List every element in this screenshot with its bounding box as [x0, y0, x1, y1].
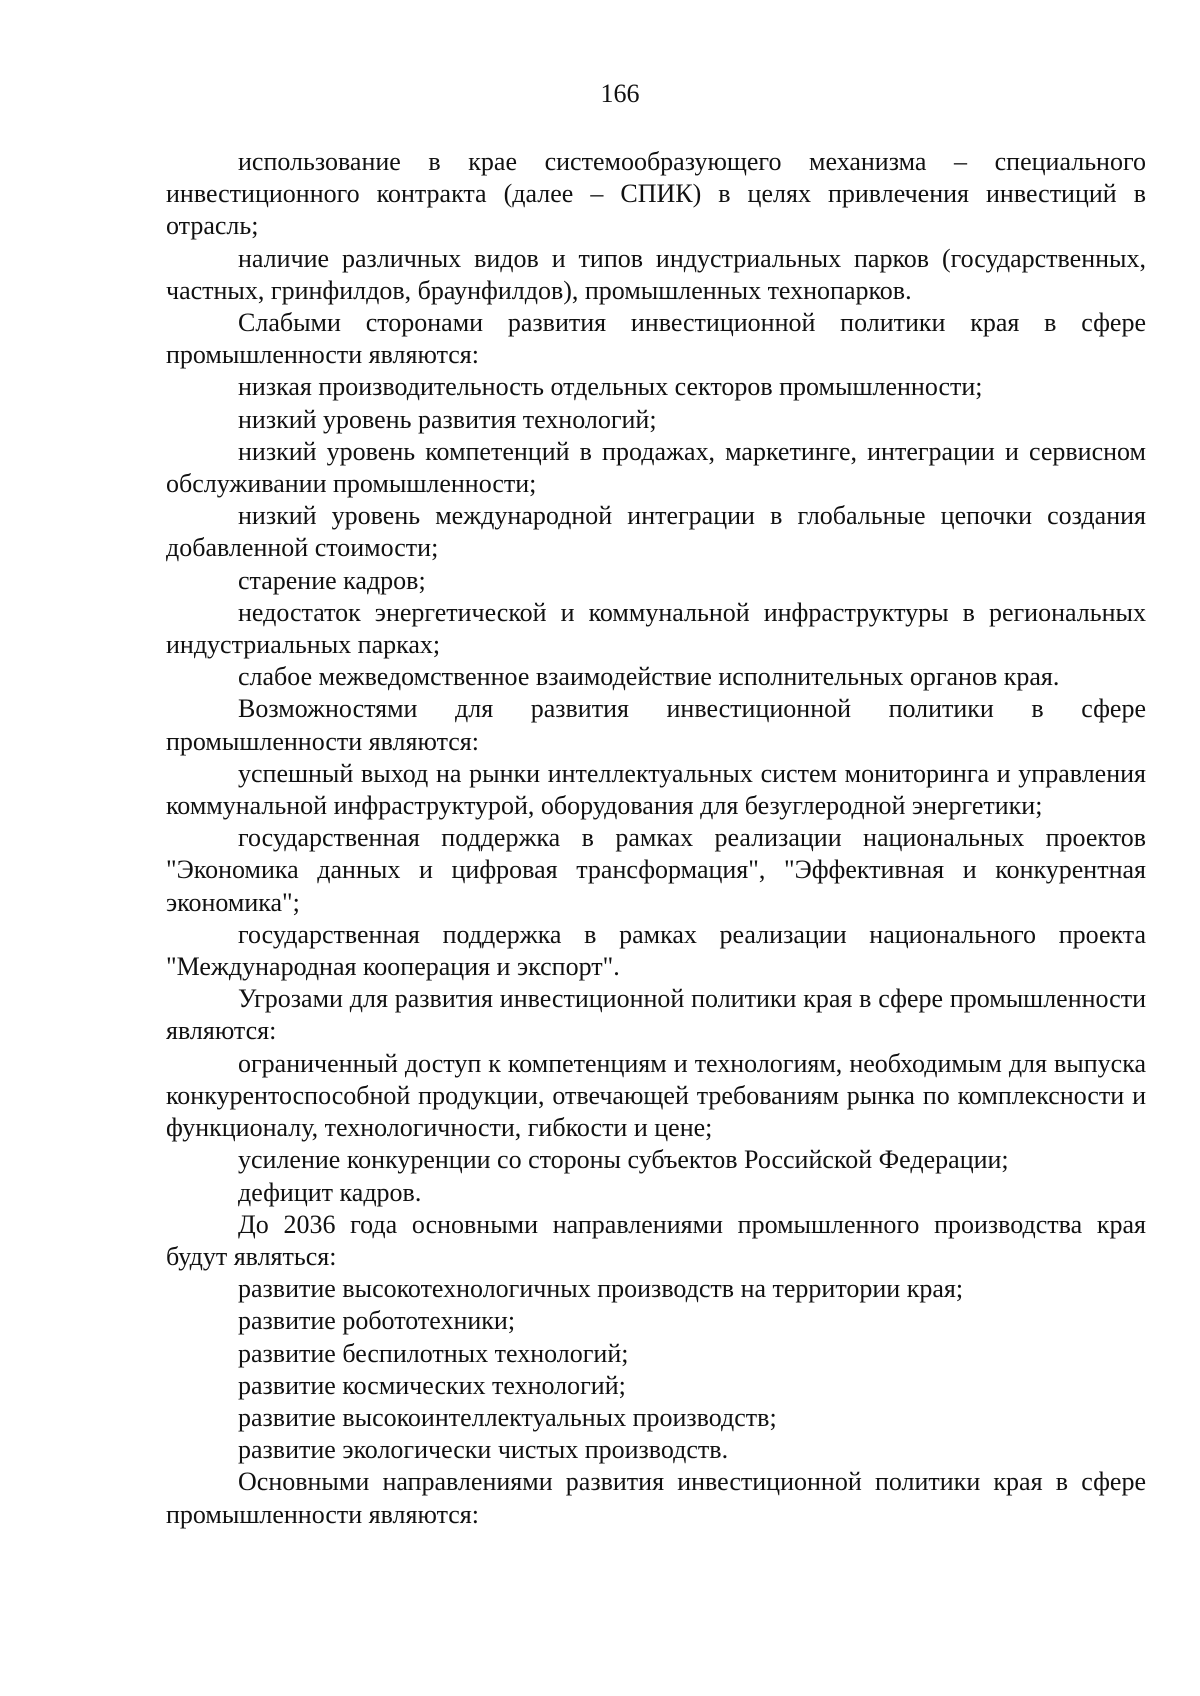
- paragraph: Основными направлениями развития инвестиционной политики края в сфере промышленности являются:: [166, 1467, 1146, 1529]
- paragraph: Слабыми сторонами развития инвестиционной политики края в сфере промышленности являются:: [166, 308, 1146, 370]
- paragraph: усиление конкуренции со стороны субъектов Российской Федерации;: [238, 1145, 1009, 1175]
- paragraph: успешный выход на рынки интеллектуальных систем мониторинга и управления коммунальной инфраструктурой, оборудования для безуглеродной энергетики;: [166, 758, 1146, 821]
- paragraph: старение кадров;: [238, 565, 426, 595]
- paragraph: развитие робототехники;: [238, 1306, 516, 1336]
- paragraph: развитие беспилотных технологий;: [238, 1338, 629, 1368]
- paragraph: развитие высокотехнологичных производств на территории края;: [238, 1274, 964, 1304]
- paragraph: развитие высокоинтеллектуальных производств;: [238, 1402, 777, 1432]
- page-number: 166: [600, 79, 640, 108]
- paragraph: ограниченный доступ к компетенциям и технологиям, необходимым для выпуска конкурентоспособной продукции, отвечающей требованиям рынка по комплексности и функционалу, технологичности, гибкости и цене;: [166, 1048, 1146, 1143]
- paragraph: низкий уровень развития технологий;: [238, 404, 657, 434]
- paragraph: Возможностями для развития инвестиционной политики в сфере промышленности являются:: [166, 694, 1146, 756]
- paragraph: использование в крае системообразующего механизма – специального инвестиционного контракта (далее – СПИК) в целях привлечения инвестиций в отрасль;: [166, 147, 1146, 241]
- paragraph: развитие экологически чистых производств.: [238, 1435, 729, 1465]
- paragraph: низкая производительность отдельных секторов промышленности;: [238, 372, 983, 402]
- paragraph: низкий уровень международной интеграции в глобальные цепочки создания добавленной стоимости;: [166, 501, 1146, 563]
- paragraph: государственная поддержка в рамках реализации национальных проектов "Экономика данных и цифровая трансформация", "Эффективная и конкурентная экономика";: [166, 823, 1146, 917]
- paragraph: слабое межведомственное взаимодействие исполнительных органов края.: [238, 662, 1060, 692]
- paragraph: Угрозами для развития инвестиционной политики края в сфере промышленности являются:: [166, 984, 1146, 1046]
- paragraph: недостаток энергетической и коммунальной инфраструктуры в региональных индустриальных парках;: [166, 597, 1146, 660]
- document-body: [166, 146, 1146, 1531]
- paragraph: До 2036 года основными направлениями промышленного производства края будут являться:: [166, 1209, 1146, 1271]
- paragraph: развитие космических технологий;: [238, 1370, 626, 1400]
- paragraph: наличие различных видов и типов индустриальных парков (государственных, частных, гринфилдов, браунфилдов), промышленных технопарков.: [166, 243, 1146, 305]
- paragraph: государственная поддержка в рамках реализации национального проекта "Международная кооперация и экспорт".: [166, 919, 1146, 982]
- paragraph: дефицит кадров.: [238, 1177, 422, 1207]
- paragraph: низкий уровень компетенций в продажах, маркетинге, интеграции и сервисном обслуживании промышленности;: [166, 436, 1146, 499]
